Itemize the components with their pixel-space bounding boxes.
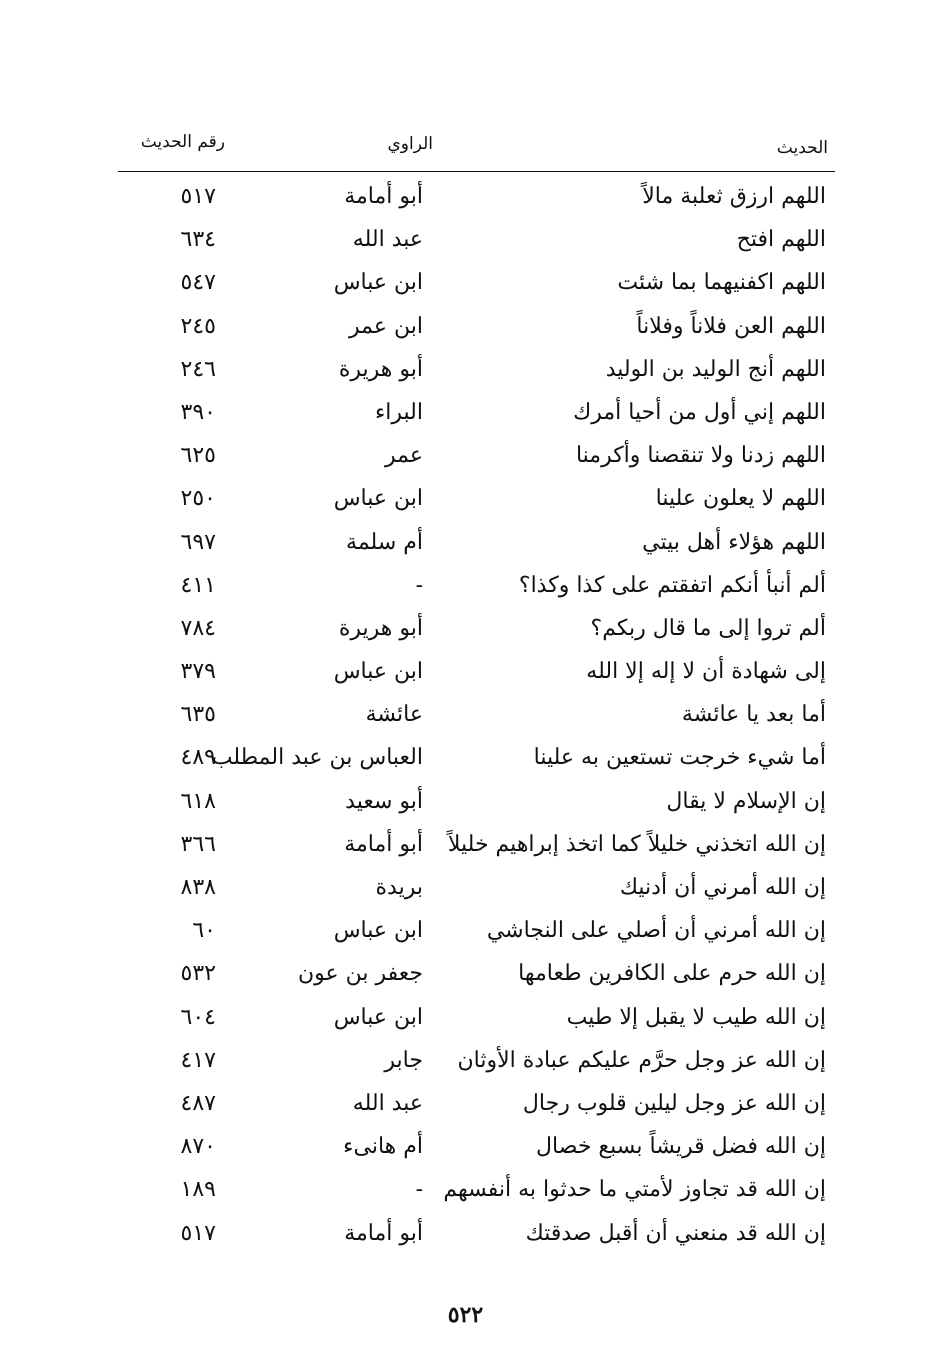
hadith-number: ٦٩٧ bbox=[180, 529, 216, 555]
hadith-number: ٥٣٢ bbox=[180, 961, 216, 987]
table-header bbox=[118, 128, 833, 168]
table-row bbox=[118, 953, 833, 996]
table-row bbox=[118, 1169, 833, 1212]
narrator-name: العباس بن عبد المطلب bbox=[211, 745, 423, 771]
table-row bbox=[118, 219, 833, 262]
header-narrator: الراوي bbox=[387, 134, 433, 154]
narrator-name: البراء bbox=[374, 399, 423, 425]
hadith-text: اللهم لا يعلون علينا bbox=[655, 486, 826, 512]
narrator-name: ابن عباس bbox=[333, 659, 423, 685]
table-row bbox=[118, 824, 833, 867]
hadith-number: ٣٦٦ bbox=[180, 831, 216, 857]
hadith-number: ٢٥٠ bbox=[180, 486, 216, 512]
hadith-text: اللهم زدنا ولا تنقصنا وأكرمنا bbox=[575, 443, 826, 469]
table-row bbox=[118, 1213, 833, 1256]
page-number: ٥٢٢ bbox=[447, 1302, 484, 1328]
narrator-name: أم هانىء bbox=[343, 1134, 423, 1160]
hadith-number: ٦٣٥ bbox=[180, 702, 216, 728]
table-row bbox=[118, 349, 833, 392]
narrator-name: ابن عباس bbox=[333, 270, 423, 296]
table-row bbox=[118, 565, 833, 608]
table-row bbox=[118, 1126, 833, 1169]
hadith-number: ٧٨٤ bbox=[180, 615, 216, 641]
hadith-index-table bbox=[118, 176, 833, 1256]
hadith-text: إن الله أمرني أن أدنيك bbox=[619, 875, 826, 900]
narrator-name: أبو أمامة bbox=[344, 831, 423, 857]
hadith-number: ٤١١ bbox=[180, 572, 216, 598]
hadith-text: إن الله فضل قريشاً بسبع خصال bbox=[536, 1134, 826, 1160]
hadith-number: ٦٢٥ bbox=[180, 443, 216, 469]
hadith-text: إلى شهادة أن لا إله إلا الله bbox=[586, 659, 826, 685]
hadith-text: أما شيء خرجت تستعين به علينا bbox=[533, 745, 826, 771]
hadith-number: ٢٤٥ bbox=[180, 313, 216, 339]
narrator-name: أبو هريرة bbox=[338, 356, 423, 382]
table-row bbox=[118, 478, 833, 521]
hadith-number: ٨٧٠ bbox=[180, 1134, 216, 1160]
table-row bbox=[118, 262, 833, 305]
narrator-name: ابن عباس bbox=[333, 1004, 423, 1030]
narrator-name: ابن عباس bbox=[333, 918, 423, 944]
narrator-name: أبو أمامة bbox=[344, 184, 423, 209]
hadith-number: ٤١٧ bbox=[180, 1047, 216, 1073]
hadith-number: ٥١٧ bbox=[180, 1220, 216, 1246]
hadith-text: إن الله اتخذني خليلاً كما اتخذ إبراهيم خليلاً bbox=[447, 831, 826, 857]
table-row bbox=[118, 867, 833, 910]
table-row bbox=[118, 997, 833, 1040]
table-row bbox=[118, 781, 833, 824]
narrator-name: عبد الله bbox=[352, 1090, 423, 1116]
hadith-number: ٤٨٧ bbox=[180, 1090, 216, 1116]
hadith-number: ٣٧٩ bbox=[180, 659, 216, 685]
table-row bbox=[118, 435, 833, 478]
hadith-number: ١٨٩ bbox=[180, 1177, 216, 1203]
hadith-text: إن الله عز وجل ليلين قلوب رجال bbox=[522, 1090, 826, 1116]
hadith-text: اللهم العن فلاناً وفلاناً bbox=[636, 313, 826, 339]
header-hadith: الحديث bbox=[776, 138, 828, 158]
hadith-text: اللهم إني أول من أحيا أمرك bbox=[573, 399, 826, 425]
table-row bbox=[118, 176, 833, 219]
table-row bbox=[118, 1083, 833, 1126]
hadith-number: ٦٠ bbox=[192, 918, 216, 944]
table-row bbox=[118, 392, 833, 435]
narrator-name: بريدة bbox=[375, 875, 423, 900]
hadith-number: ٦٣٤ bbox=[180, 227, 216, 253]
narrator-name: أبو سعيد bbox=[345, 788, 423, 814]
table-row bbox=[118, 608, 833, 651]
hadith-number: ٢٤٦ bbox=[180, 356, 216, 382]
narrator-name: أبو أمامة bbox=[344, 1220, 423, 1246]
narrator-name: ابن عمر bbox=[349, 313, 423, 339]
narrator-name: جعفر بن عون bbox=[298, 961, 423, 987]
hadith-text: أما بعد يا عائشة bbox=[681, 702, 826, 728]
narrator-name: أم سلمة bbox=[346, 529, 423, 555]
header-rule bbox=[118, 171, 835, 172]
hadith-number: ٨٣٨ bbox=[180, 875, 216, 900]
hadith-text: إن الله قد منعني أن أقبل صدقتك bbox=[525, 1220, 826, 1246]
hadith-text: إن الله أمرني أن أصلي على النجاشي bbox=[486, 918, 826, 944]
hadith-text: اللهم افتح bbox=[736, 227, 826, 253]
hadith-text: اللهم ارزق ثعلبة مالاً bbox=[642, 184, 826, 209]
narrator-name: عمر bbox=[385, 443, 423, 469]
header-number: رقم الحديث bbox=[140, 132, 225, 152]
hadith-number: ٥٤٧ bbox=[180, 270, 216, 296]
narrator-name: عبد الله bbox=[352, 227, 423, 253]
hadith-text: إن الإسلام لا يقال bbox=[666, 788, 826, 814]
narrator-name: أبو هريرة bbox=[338, 615, 423, 641]
hadith-number: ٦١٨ bbox=[180, 788, 216, 814]
narrator-name: جابر bbox=[384, 1047, 423, 1073]
hadith-number: ٥١٧ bbox=[180, 184, 216, 209]
narrator-name: ابن عباس bbox=[333, 486, 423, 512]
hadith-text: اللهم هؤلاء أهل بيتي bbox=[642, 529, 826, 555]
narrator-name: - bbox=[415, 572, 423, 598]
hadith-text: ألم تروا إلى ما قال ربكم؟ bbox=[590, 615, 826, 641]
table-row bbox=[118, 910, 833, 953]
table-row bbox=[118, 1040, 833, 1083]
hadith-number: ٤٨٩ bbox=[180, 745, 216, 771]
hadith-number: ٦٠٤ bbox=[180, 1004, 216, 1030]
table-row bbox=[118, 694, 833, 737]
hadith-text: إن الله حرم على الكافرين طعامها bbox=[518, 961, 826, 987]
hadith-text: إن الله عز وجل حرَّم عليكم عبادة الأوثان bbox=[457, 1047, 826, 1073]
narrator-name: - bbox=[415, 1177, 423, 1203]
hadith-text: ألم أنبأ أنكم اتفقتم على كذا وكذا؟ bbox=[518, 572, 826, 598]
table-row bbox=[118, 306, 833, 349]
hadith-text: إن الله طيب لا يقبل إلا طيب bbox=[566, 1004, 826, 1030]
narrator-name: عائشة bbox=[365, 702, 423, 728]
table-row bbox=[118, 651, 833, 694]
table-row bbox=[118, 522, 833, 565]
hadith-text: اللهم أنج الوليد بن الوليد bbox=[605, 356, 826, 382]
table-row bbox=[118, 737, 833, 780]
hadith-text: إن الله قد تجاوز لأمتي ما حدثوا به أنفسهم bbox=[443, 1177, 826, 1203]
hadith-text: اللهم اكفنيهما بما شئت bbox=[617, 270, 826, 296]
hadith-number: ٣٩٠ bbox=[180, 399, 216, 425]
